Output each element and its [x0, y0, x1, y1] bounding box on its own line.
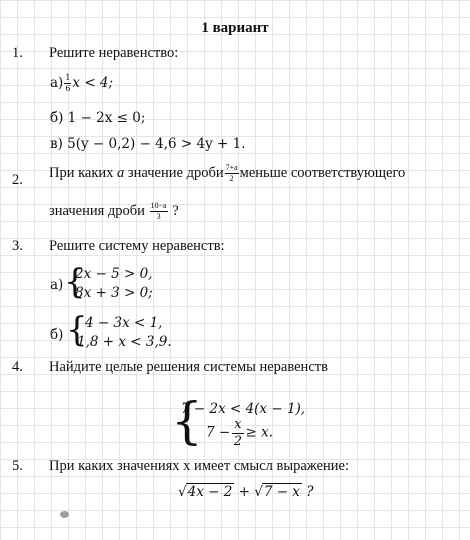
- task-1a: [50, 74, 113, 93]
- task-2-line1: При каких a значение дроби $\frac{7+a}{2}$ меньше соответствующего: [49, 163, 406, 183]
- task-1a-label: а): [50, 75, 64, 91]
- task-1c: в) 5(y − 0,2) − 4,6 > 4y + 1.: [50, 136, 246, 152]
- task-4-fraction: $\frac{x}{2}$: [233, 417, 243, 449]
- task-3a-system: 2x − 5 > 0, 8x + 3 > 0;: [75, 266, 153, 301]
- task-5-prompt: При каких значениях x имеет смысл выражение:: [49, 458, 349, 474]
- task-4-prompt: Найдите целые решения системы неравенств: [49, 359, 328, 375]
- task-5-number: 5.: [12, 458, 23, 474]
- task-1-prompt: Решите неравенство:: [49, 45, 179, 61]
- task-3a-brace: {: [64, 262, 86, 302]
- task-5-expression: √4x − 2 + √7 − x ?: [178, 484, 314, 500]
- page-title: 1 вариант: [201, 20, 269, 36]
- task-4-line2: 7 − $\frac{x}{2}$ ≥ x.: [206, 417, 274, 449]
- task-2-fraction-1: $\frac{7+a}{2}$: [225, 163, 238, 183]
- task-4-number: 4.: [12, 359, 23, 375]
- task-3-prompt: Решите систему неравенств:: [49, 238, 225, 254]
- task-3a-label: а): [50, 277, 64, 293]
- task-3b-label: б): [50, 327, 64, 343]
- task-2-var: a: [117, 164, 125, 181]
- task-2-fraction-2: $\frac{10-a}{3}$: [150, 201, 167, 221]
- task-3-number: 3.: [12, 238, 23, 254]
- task-1-number: 1.: [12, 45, 23, 61]
- task-1a-rest: x < 4;: [72, 75, 114, 91]
- task-4-brace: {: [171, 392, 203, 450]
- task-4-line1: 7 − 2x < 4(x − 1),: [181, 401, 306, 417]
- task-3b-brace: {: [66, 310, 88, 350]
- cursor-dot: [60, 511, 69, 518]
- task-3b-system: 4 − 3x < 1, 1,8 + x < 3,9.: [77, 315, 172, 350]
- task-2-number: 2.: [12, 172, 23, 188]
- task-1b: б) 1 − 2x ≤ 0;: [50, 110, 146, 126]
- task-1a-fraction: $\frac{1}{6}$: [65, 73, 71, 93]
- task-2-line2: значения дроби $\frac{10-a}{3}$ ?: [49, 201, 179, 221]
